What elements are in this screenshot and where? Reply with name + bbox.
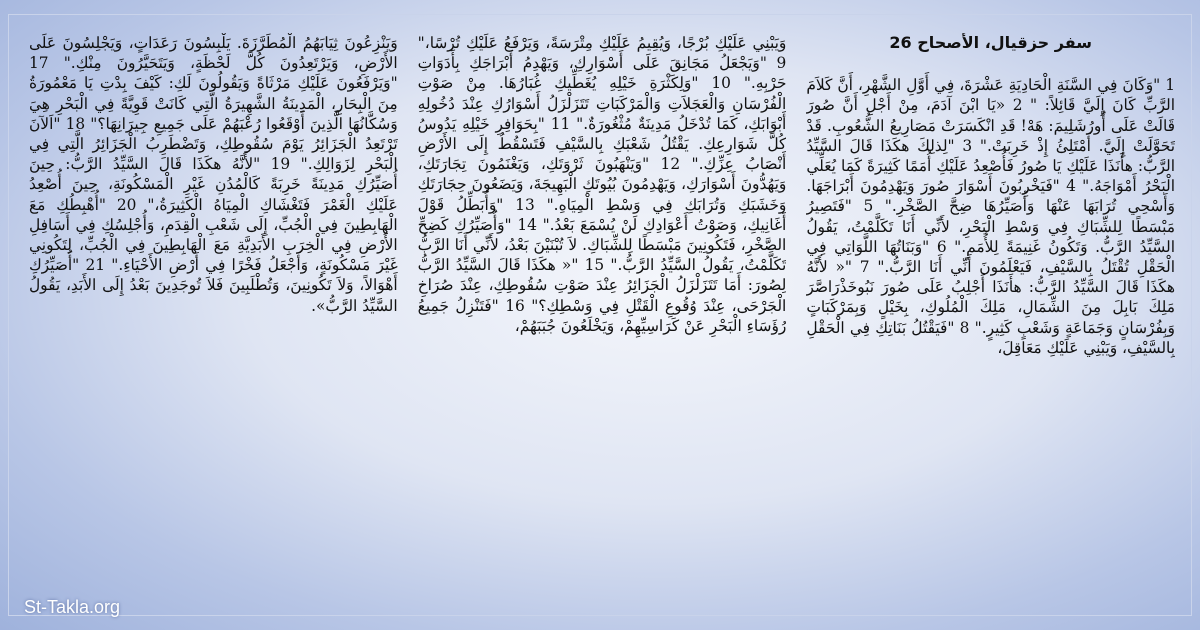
column-2-text: وَيَبْنِي عَلَيْكِ بُرْجًا، وَيُقِيمُ عَلَيْكِ مِتْرَسَةً، وَيَرْفَعُ عَلَيْكِ تُرْسًا،" 9 "وَيَجْعَلُ مَجَانِقَ عَلَى أَسْوَارِكِ، وَيَهْدِمُ أَبْرَاجَكِ بِأَدَوَاتِ حَرْبِهِ." 10 "وَلِكَثْرَةِ خَيْلِهِ يُغَطِّيكِ غُبَارُهَا. مِنْ صَوْتِ الْفُرْسَانِ وَالْعَجَلاَتِ وَالْمَرْكَبَاتِ تَتَزَلْزَلُ أَسْوَارُكِ عِنْدَ دُخُولِهِ أَبْوَابَكِ، كَمَا تُدْخَلُ مَدِينَةٌ مُثْغُورَةٌ." 11 "بِحَوَافِرِ خَيْلِهِ يَدُوسُ كُلَّ شَوَارِعِكِ. يَقْتُلُ شَعْبَكِ بِالسَّيْفِ فَتَسْقُطُ إِلَى الأَرْضِ أَنْصَابُ عِزِّكِ." 12 "وَيَنْهَبُونَ ثَرْوَتَكِ، وَيَغْنَمُونَ تِجَارَتَكِ، وَيَهُدُّونَ أَسْوَارَكِ، وَيَهْدِمُونَ بُيُوتَكِ الْبَهِيجَةَ، وَيَضَعُونَ حِجَارَتَكِ وَخَشَبَكِ وَتُرَابَكِ فِي وَسْطِ الْمِيَاهِ." 13 "وَأُبَطِّلُ قَوْلَ أَغَانِيكِ، وَصَوْتُ أَعْوَادِكِ لَنْ يُسْمَعَ بَعْدُ." 14 "وَأُصَيِّرُكِ كَضِحِّ الصَّخْرِ، فَتَكُونِينَ مَبْسَطًا لِلشِّبَاكِ. لاَ تُبْنَيْنَ بَعْدُ، لأَنِّي أَنَا الرَّبُّ تَكَلَّمْتُ، يَقُولُ السَّيِّدُ الرَّبُّ." 15 "« هكَذَا قَالَ السَّيِّدُ الرَّبُّ لِصُورَ: أَمَا تَتَزَلْزَلُ الْجَزَائِرُ عِنْدَ صَوْتِ سُقُوطِكِ، عِنْدَ صُرَاخِ الْجَرْحَى، عِنْدَ وُقُوعِ الْقَتْلِ فِي وَسْطِكِ؟" 16 "فَتَنْزِلُ جَمِيعُ رُؤَسَاءِ الْبَحْرِ عَنْ كَرَاسِيِّهِمْ، وَيَخْلَعُونَ جُبَبَهُمْ، [417, 34, 787, 335]
column-2 [418, 33, 787, 605]
text-columns [29, 33, 1175, 605]
column-1-text: 1 "وَكَانَ فِي السَّنَةِ الْحَادِيَةِ عَشْرَةَ، فِي أَوَّلِ الشَّهْرِ، أَنَّ كَلاَمَ الرَّبِّ كَانَ إِلَيَّ قَائِلاً: " 2 «يَا ابْنَ آدَمَ، مِنْ أَجْلِ أَنَّ صُورَ قَالَتْ عَلَى أُورُشَلِيمَ: هَهْ! قَدِ انْكَسَرَتْ مَصَارِيعُ الشُّعُوبِ. قَدْ تَحَوَّلَتْ إِلَيَّ. أَمْتَلِئُ إِذْ خَرِبَتْ." 3 "لِذلِكَ هكَذَا قَالَ السَّيِّدُ الرَّبُّ: هأَنَذَا عَلَيْكِ يَا صُورُ فَأُصْعِدُ عَلَيْكِ أُمَمًا كَثِيرَةً كَمَا يُعَلِّي الْبَحْرُ أَمْوَاجَهُ." 4 "فَيَخْرِبُونَ أَسْوَارَ صُورَ وَيَهْدِمُونَ أَبْرَاجَهَا. وَأَسْحِي تُرَابَهَا عَنْهَا وَأُصَيِّرُهَا ضِحَّ الصَّخْرِ." 5 "فَتَصِيرُ مَبْسَطًا لِلشِّبَاكِ فِي وَسْطِ الْبَحْرِ، لأَنِّي أَنَا تَكَلَّمْتُ، يَقُولُ السَّيِّدُ الرَّبُّ. وَتَكُونُ غَنِيمَةً لِلأُمَمِ." 6 "وَبَنَاتُهَا اللَّوَاتِي فِي الْحَقْلِ تُقْتَلُ بِالسَّيْفِ، فَيَعْلَمُونَ أَنِّي أَنَا الرَّبُّ." 7 "« لأَنَّهُ هكَذَا قَالَ السَّيِّدُ الرَّبُّ: هأَنَذَا أَجْلِبُ عَلَى صُورَ نَبُوخَذْرَاصَّرَ مَلِكَ بَابِلَ مِنَ الشِّمَالِ، مَلِكَ الْمُلُوكِ، بِخَيْلٍ وَبِمَرْكَبَاتٍ وَبِفُرْسَانٍ وَجَمَاعَةٍ وَشَعْبٍ كَثِيرٍ." 8 "فَيَقْتُلُ بَنَاتِكِ فِي الْحَقْلِ بِالسَّيْفِ، وَيَبْنِي عَلَيْكِ مَعَاقِلَ، [806, 76, 1175, 357]
document-panel [8, 14, 1192, 616]
column-1 [806, 33, 1175, 605]
column-3 [29, 33, 398, 605]
page-title: سفر حزقيال، الأصحاح 26 [889, 33, 1092, 52]
site-watermark: St-Takla.org [24, 597, 121, 617]
column-3-text: وَيَنْزِعُونَ ثِيَابَهُمُ الْمُطَرَّزَةَ. يَلْبِسُونَ رَعَدَاتٍ، وَيَجْلِسُونَ عَلَى الأَرْضِ، وَيَرْتَعِدُونَ كُلَّ لَحْظَةٍ، وَيَتَحَيَّرُونَ مِنْكِ." 17 "وَيَرْفَعُونَ عَلَيْكِ مَرْثَاةً وَيَقُولُونَ لَكِ: كَيْفَ بِدْتِ يَا مَعْمُورَةُ مِنَ الْبِحَارِ، الْمَدِينَةُ الشَّهِيرَةُ الَّتِي كَانَتْ قَوِيَّةً فِي الْبَحْرِ هِيَ وَسُكَّانُهَا الَّذِينَ أَوْقَعُوا رُعْبَهُمْ عَلَى جَمِيعِ جِيرَانِهَا؟" 18 "اَلآنَ تَرْتَعِدُ الْجَزَائِرُ يَوْمَ سُقُوطِكِ، وَتَضْطَرِبُ الْجَزَائِرُ الَّتِي فِي الْبَحْرِ لِزَوَالِكِ." 19 "لأَنَّهُ هكَذَا قَالَ السَّيِّدُ الرَّبُّ: حِينَ أُصَيِّرُكِ مَدِينَةً خَرِبَةً كَالْمُدُنِ غَيْرِ الْمَسْكُونَةِ، حِينَ أُصْعِدُ عَلَيْكِ الْغَمْرَ فَتَغْشَاكِ الْمِيَاهُ الْكَثِيرَةُ،" 20 "أُهْبِطُكِ مَعَ الْهَابِطِينَ فِي الْجُبِّ، إِلَى شَعْبِ الْقِدَمِ، وَأُجْلِسُكِ فِي أَسَافِلِ الأَرْضِ فِي الْخِرَبِ الأَبَدِيَّةِ مَعَ الْهَابِطِينَ فِي الْجُبِّ، لِتَكُونِي غَيْرَ مَسْكُونَةٍ، وَأَجْعَلُ فَخْرًا فِي أَرْضِ الأَحْيَاءِ." 21 "أُصَيِّرُكِ أَهْوَالاً، وَلاَ تَكُونِينَ، وَتُطْلَبِينَ فَلاَ تُوجَدِينَ بَعْدُ إِلَى الأَبَدِ، يَقُولُ السَّيِّدُ الرَّبُّ». [28, 34, 398, 315]
